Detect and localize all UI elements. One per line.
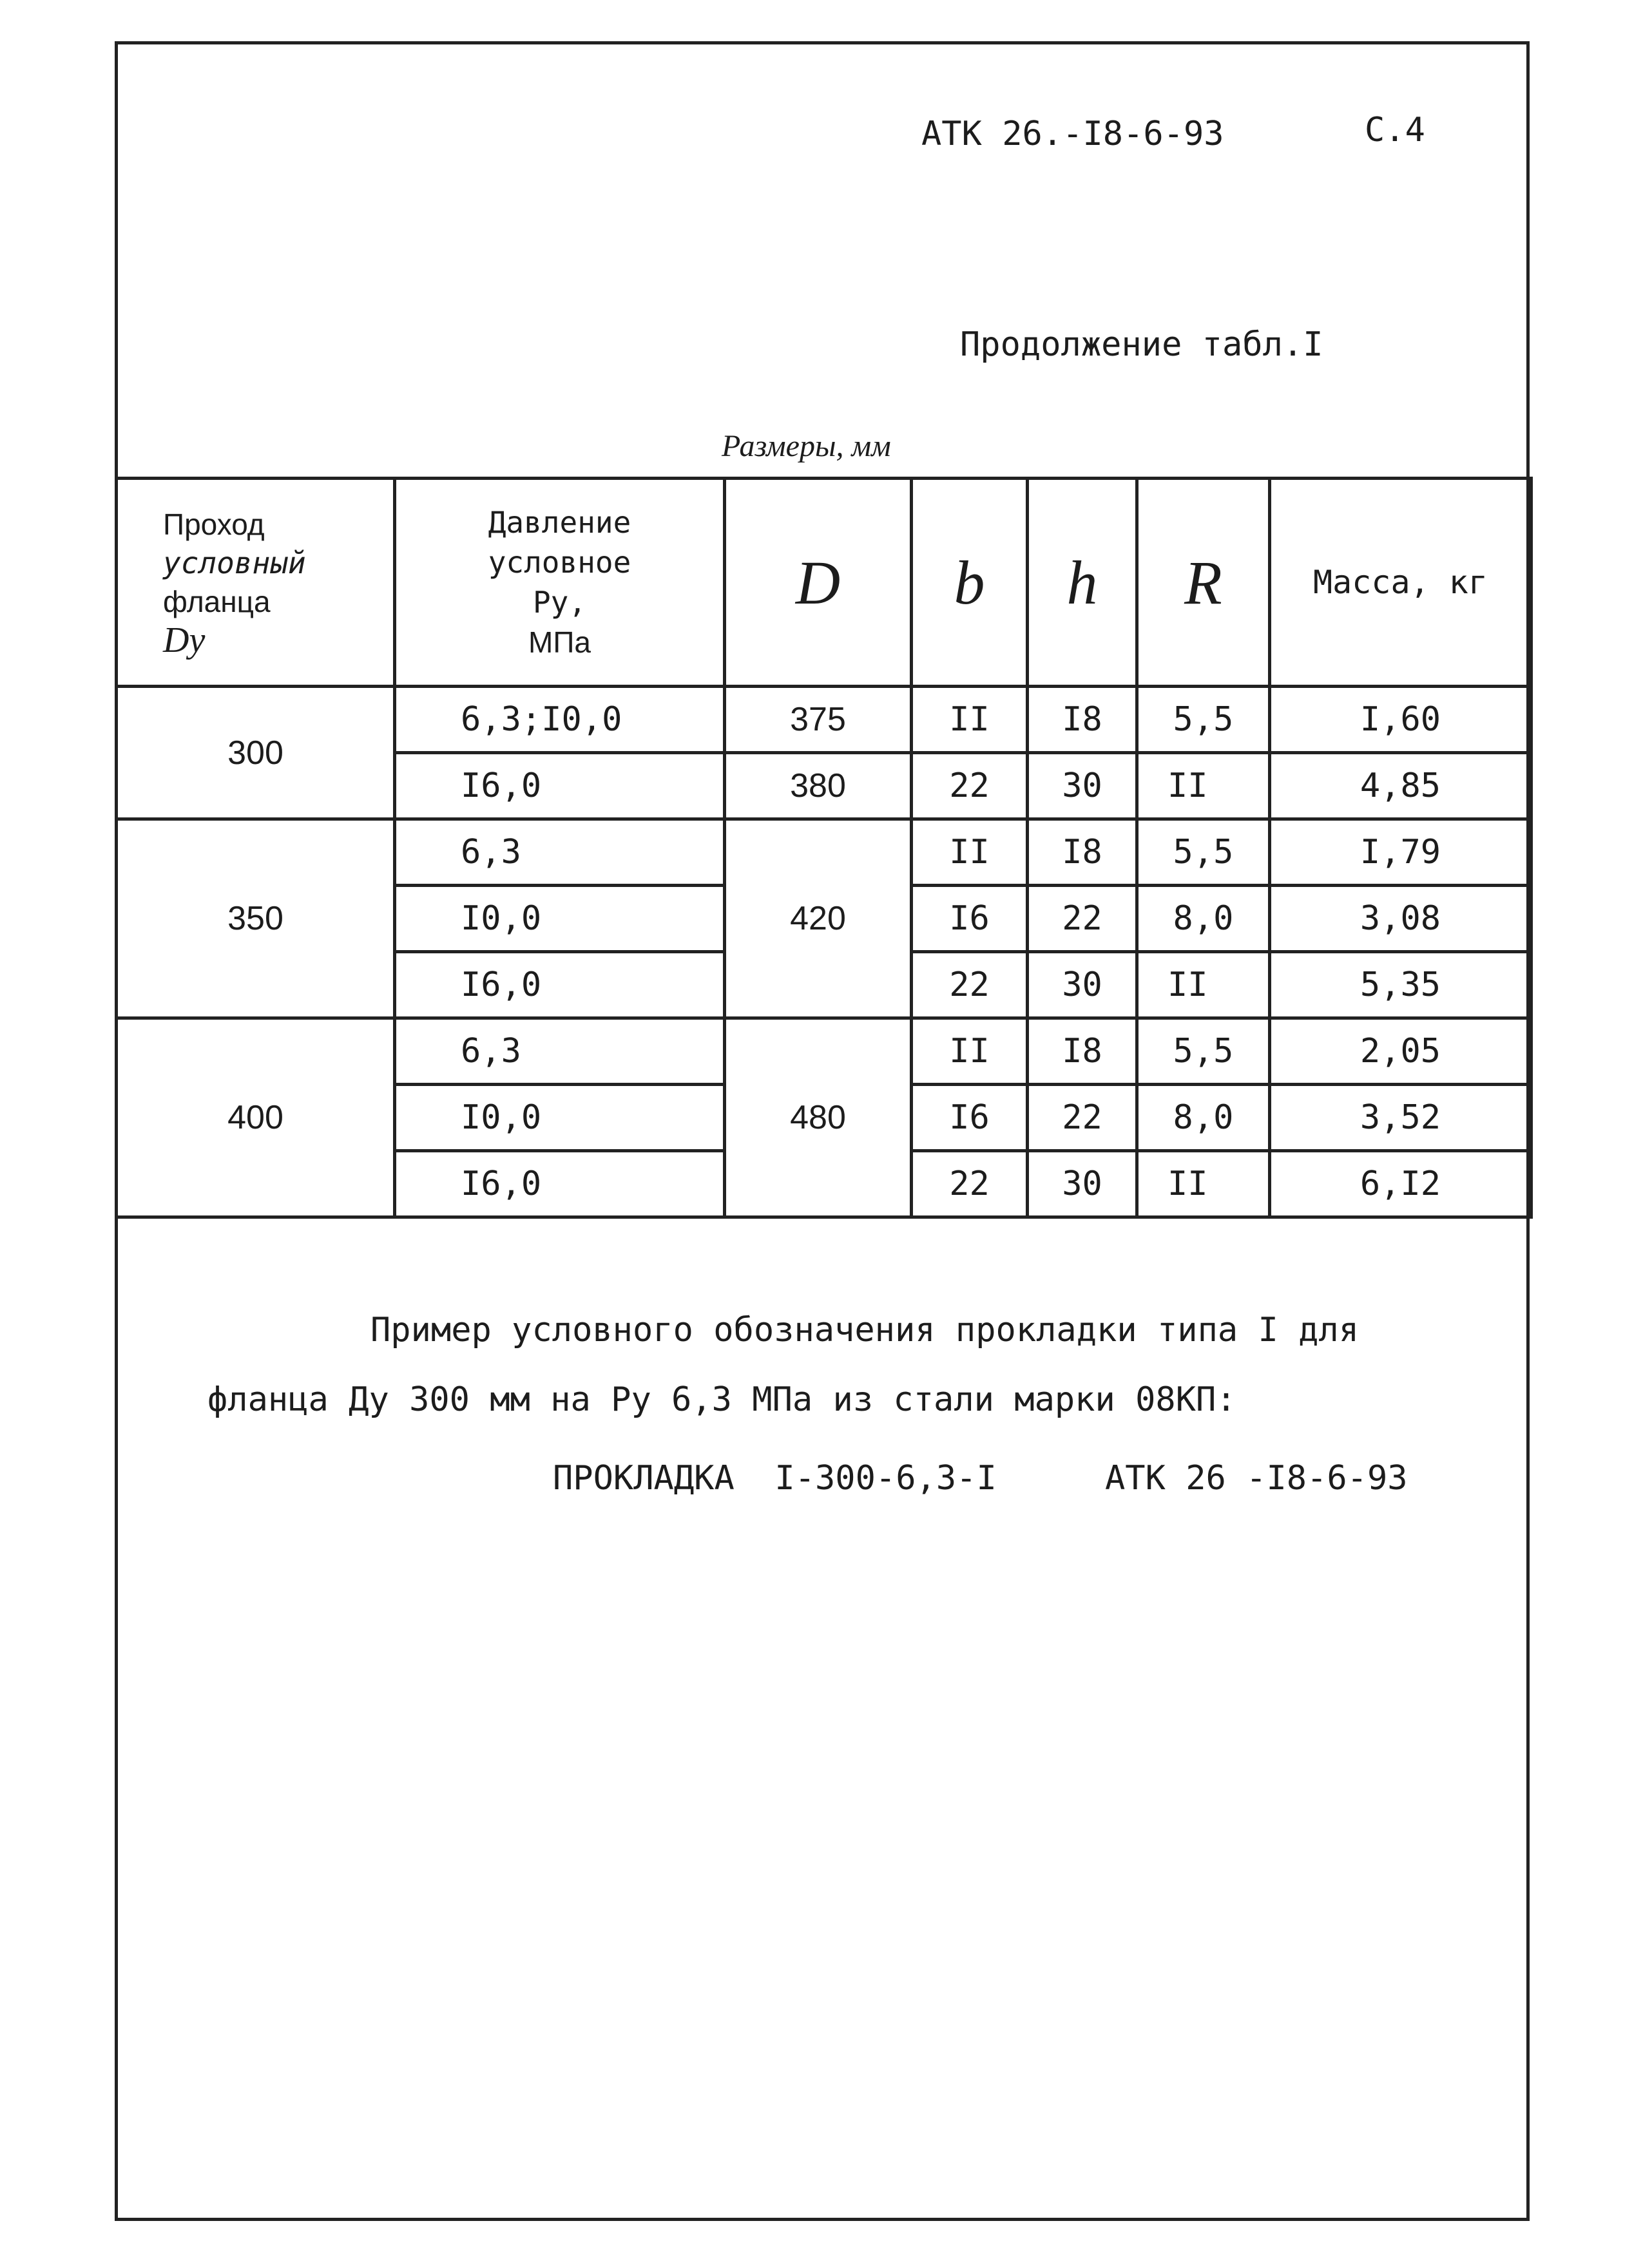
table-continuation-caption: Продолжение табл.I [960,325,1323,364]
cell-r: II [1137,1151,1270,1217]
cell-pressure: I6,0 [395,753,725,819]
header-height-h: h [1028,479,1137,687]
header-pressure-line-1: Давление [488,505,631,540]
cell-r: II [1137,753,1270,819]
cell-b: II [912,819,1028,886]
table-row [117,819,1532,886]
cell-pressure: 6,3 [395,819,725,886]
header-nominal-bore-line-1: Проход [163,508,265,541]
header-pressure-line-4: МПа [528,625,591,659]
header-outer-diameter: D [725,479,912,687]
document-code: АТК 26.-I8-6-93 [921,115,1224,153]
cell-dy: 350 [117,819,395,1018]
cell-d: 420 [725,819,912,1018]
cell-h: 30 [1028,753,1137,819]
header-nominal-bore [117,479,395,687]
example-designation: ПРОКЛАДКА I-300-6,3-I [553,1459,997,1498]
header-nominal-pressure [395,479,725,687]
table-row [117,1018,1532,1085]
header-nominal-bore-line-3: фланца [163,585,271,618]
header-width-b: b [912,479,1028,687]
table-header-row [117,479,1532,687]
cell-pressure: I0,0 [395,886,725,952]
cell-h: 22 [1028,1085,1137,1151]
cell-b: 22 [912,753,1028,819]
cell-dy: 300 [117,687,395,819]
cell-pressure: I6,0 [395,1151,725,1217]
cell-h: 22 [1028,886,1137,952]
cell-pressure: I0,0 [395,1085,725,1151]
cell-d: 380 [725,753,912,819]
cell-mass: I,60 [1270,687,1532,753]
header-pressure-line-2: условное [488,545,631,580]
example-text-line-2: фланца Ду 300 мм на Ру 6,3 МПа из стали марки 08КП: [207,1380,1236,1419]
cell-b: I6 [912,886,1028,952]
cell-mass: I,79 [1270,819,1532,886]
cell-r: 5,5 [1137,819,1270,886]
cell-b: II [912,687,1028,753]
cell-h: 30 [1028,1151,1137,1217]
header-mass: Масса, кг [1270,479,1532,687]
cell-h: 30 [1028,952,1137,1018]
cell-mass: 6,I2 [1270,1151,1532,1217]
cell-pressure: I6,0 [395,952,725,1018]
cell-b: 22 [912,952,1028,1018]
cell-b: I6 [912,1085,1028,1151]
cell-r: II [1137,952,1270,1018]
example-standard-code: АТК 26 -I8-6-93 [1105,1459,1408,1498]
cell-d: 375 [725,687,912,753]
dimensions-table [115,477,1533,1219]
cell-mass: 4,85 [1270,753,1532,819]
cell-dy: 400 [117,1018,395,1217]
cell-h: I8 [1028,819,1137,886]
cell-mass: 2,05 [1270,1018,1532,1085]
cell-mass: 3,08 [1270,886,1532,952]
cell-r: 5,5 [1137,1018,1270,1085]
table-row [117,687,1532,753]
cell-b: 22 [912,1151,1028,1217]
cell-r: 8,0 [1137,886,1270,952]
cell-b: II [912,1018,1028,1085]
cell-d: 480 [725,1018,912,1217]
cell-h: I8 [1028,687,1137,753]
units-caption: Размеры, мм [722,429,891,463]
cell-pressure: 6,3;I0,0 [395,687,725,753]
cell-h: I8 [1028,1018,1137,1085]
header-nominal-bore-symbol: Dу [163,620,206,660]
header-nominal-bore-line-2: условный [163,546,306,580]
cell-mass: 5,35 [1270,952,1532,1018]
example-text-line-1: Пример условного обозначения прокладки типа I для [370,1311,1360,1349]
cell-pressure: 6,3 [395,1018,725,1085]
cell-r: 8,0 [1137,1085,1270,1151]
cell-mass: 3,52 [1270,1085,1532,1151]
cell-r: 5,5 [1137,687,1270,753]
header-pressure-line-3: Ру, [532,585,587,620]
page-number: С.4 [1365,111,1425,149]
header-radius-r: R [1137,479,1270,687]
